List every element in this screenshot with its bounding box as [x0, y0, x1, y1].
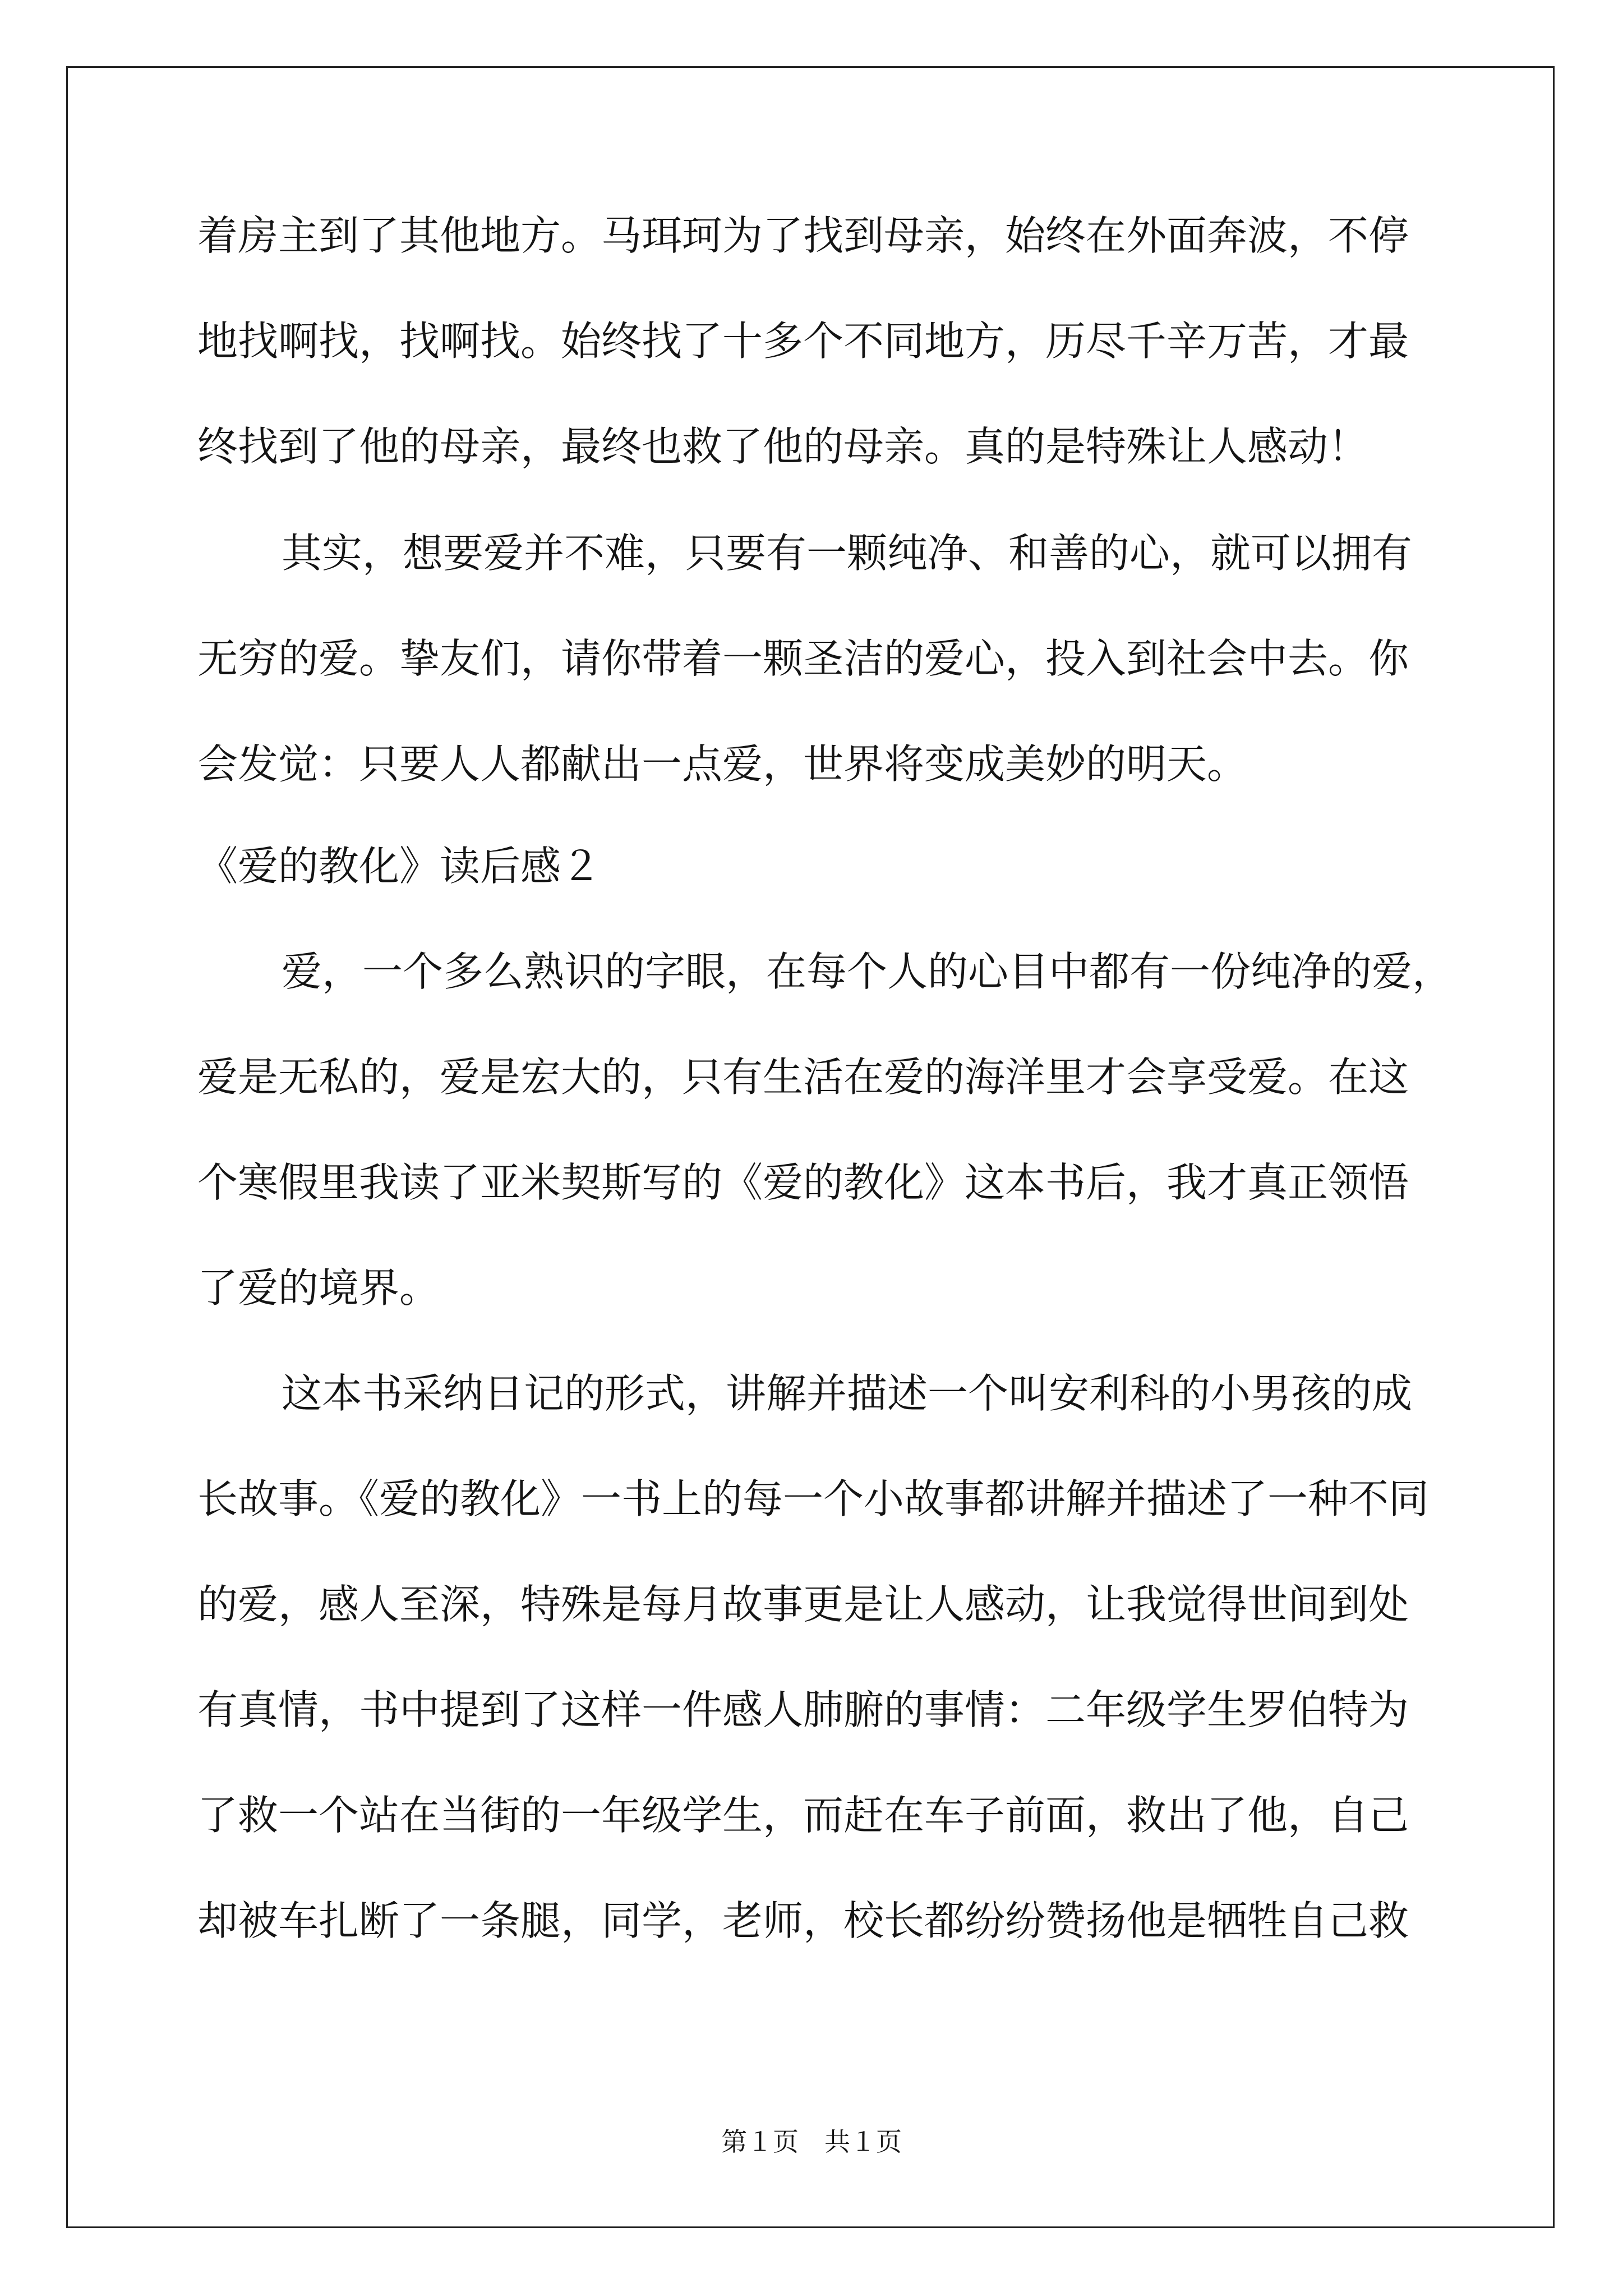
- paragraph-start-line: 其实，想要爱并不难，只要有一颗纯净、和善的心，就可以拥有: [282, 530, 1413, 577]
- text-line: 着房主到了其他地方。马珥珂为了找到母亲，始终在外面奔波，不停: [197, 212, 1409, 259]
- text-line: 地找啊找，找啊找。始终找了十多个不同地方，历尽千辛万苦，才最: [197, 318, 1409, 365]
- text-line: 无穷的爱。挚友们，请你带着一颗圣洁的爱心，投入到社会中去。你: [197, 635, 1409, 682]
- text-line: 个寒假里我读了亚米契斯写的《爱的教化》这本书后，我才真正领悟: [197, 1159, 1409, 1206]
- text-line: 有真情，书中提到了这样一件感人肺腑的事情：二年级学生罗伯特为: [197, 1686, 1409, 1733]
- paragraph-start-line: 这本书采纳日记的形式，讲解并描述一个叫安利科的小男孩的成: [282, 1370, 1413, 1417]
- text-line: 会发觉：只要人人都献出一点爱，世界将变成美妙的明天。: [197, 740, 1248, 788]
- text-line: 的爱，感人至深，特殊是每月故事更是让人感动，让我觉得世间到处: [197, 1581, 1409, 1628]
- section-heading: 《爱的教化》读后感２: [197, 843, 602, 890]
- text-line: 长故事。《爱的教化》一书上的每一个小故事都讲解并描述了一种不同: [197, 1475, 1430, 1522]
- text-line: 却被车扎断了一条腿，同学，老师，校长都纷纷赞扬他是牺牲自己救: [197, 1897, 1409, 1944]
- text-line: 爱是无私的，爱是宏大的，只有生活在爱的海洋里才会享受爱。在这: [197, 1053, 1409, 1101]
- paragraph-start-line: 爱，一个多么熟识的字眼，在每个人的心目中都有一份纯净的爱，: [282, 948, 1453, 995]
- text-line: 了救一个站在当街的一年级学生，而赶在车子前面，救出了他，自己: [197, 1792, 1409, 1839]
- page-footer: 第１页 共１页: [721, 2127, 902, 2157]
- text-line: 了爱的境界。: [197, 1264, 440, 1312]
- text-line: 终找到了他的母亲，最终也救了他的母亲。真的是特殊让人感动！: [197, 423, 1369, 470]
